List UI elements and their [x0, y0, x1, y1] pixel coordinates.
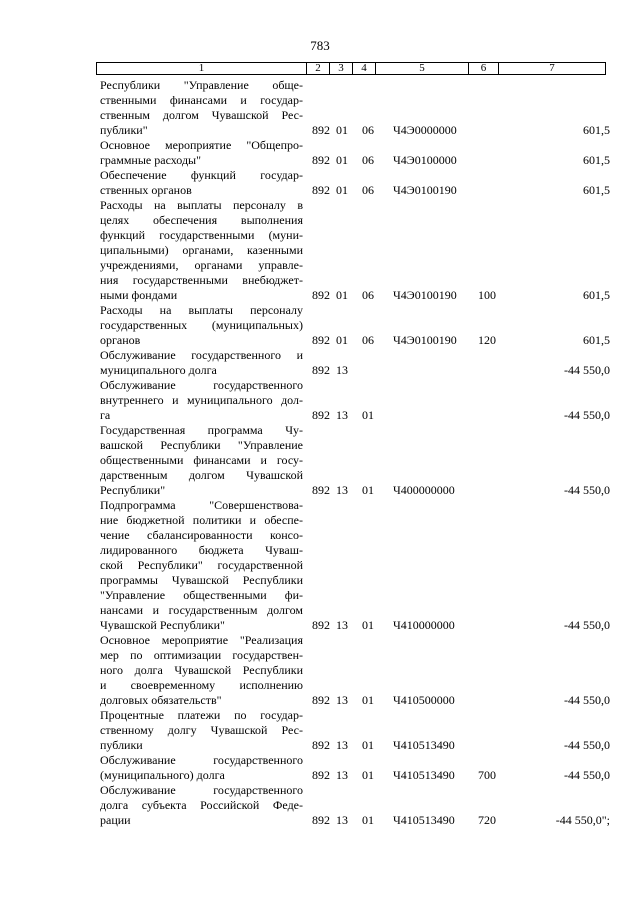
row-name-line: и своевременному исполнению: [100, 678, 303, 692]
col-sum: -44 550,0: [564, 363, 610, 377]
col-vr: 100: [478, 288, 496, 302]
row-name-line: внутреннего и муниципального дол-: [100, 393, 303, 407]
row-name-line: граммные расходы": [100, 153, 202, 167]
col-pr: 06: [362, 288, 374, 302]
col-sum: -44 550,0: [564, 693, 610, 707]
header-col-2: 2: [307, 63, 330, 74]
row-name-line: Обслуживание государственного: [100, 753, 303, 767]
col-csr: Ч410513490: [393, 738, 455, 752]
row-name-line: вашской Республики "Управление: [100, 438, 303, 452]
col-pr: 01: [362, 693, 374, 707]
row-name: [100, 198, 303, 303]
row-name-line: долга субъекта Российской Феде-: [100, 798, 303, 812]
col-grbs: 892: [312, 693, 330, 707]
col-csr: Ч410513490: [393, 813, 455, 827]
col-csr: Ч410000000: [393, 618, 455, 632]
row-name: [100, 78, 303, 138]
col-sum: -44 550,0: [564, 483, 610, 497]
row-name-line: долговых обязательств": [100, 693, 222, 707]
row-name-line: ской Республики" государственной: [100, 558, 303, 572]
col-pr: 06: [362, 153, 374, 167]
col-grbs: 892: [312, 288, 330, 302]
row-name: [100, 498, 303, 633]
row-name-line: общественными финансами и госу-: [100, 453, 303, 467]
page-number: 783: [310, 38, 330, 53]
table-row: [0, 378, 640, 423]
col-grbs: 892: [312, 123, 330, 137]
col-grbs: 892: [312, 363, 330, 377]
col-rz: 13: [336, 813, 348, 827]
header-col-1: 1: [97, 63, 307, 74]
col-rz: 13: [336, 738, 348, 752]
row-name-line: га: [100, 408, 111, 422]
col-rz: 13: [336, 408, 348, 422]
row-name-line: ние бюджетной политики и обеспе-: [100, 513, 303, 527]
col-sum: 601,5: [583, 333, 610, 347]
row-name-line: публики": [100, 123, 148, 137]
row-name: [100, 708, 303, 753]
table-header: [96, 62, 606, 75]
row-name-line: мер по оптимизации государствен-: [100, 648, 303, 662]
table-row: [0, 633, 640, 708]
col-rz: 13: [336, 768, 348, 782]
col-csr: Ч4Э0100190: [393, 183, 457, 197]
row-name: [100, 378, 303, 423]
col-sum: -44 550,0: [564, 618, 610, 632]
table-row: [0, 753, 640, 783]
col-rz: 13: [336, 483, 348, 497]
col-rz: 01: [336, 333, 348, 347]
row-name-line: Основное мероприятие "Реализация: [100, 633, 303, 647]
col-pr: 06: [362, 333, 374, 347]
table-row: [0, 783, 640, 828]
row-name-line: ципальными) органами, казенными: [100, 243, 303, 257]
header-col-6: 6: [469, 63, 499, 74]
row-name: [100, 783, 303, 828]
col-grbs: 892: [312, 768, 330, 782]
col-csr: Ч410513490: [393, 768, 455, 782]
row-name-line: Подпрограмма "Совершенствова-: [100, 498, 303, 512]
row-name-line: ными фондами: [100, 288, 178, 302]
row-name-line: Республики": [100, 483, 166, 497]
row-name: [100, 633, 303, 708]
col-grbs: 892: [312, 408, 330, 422]
row-name-line: программы Чувашской Республики: [100, 573, 303, 587]
col-pr: 01: [362, 618, 374, 632]
row-name-line: Государственная программа Чу-: [100, 423, 303, 437]
row-name-line: Процентные платежи по государ-: [100, 708, 303, 722]
row-name: [100, 303, 303, 348]
col-sum: -44 550,0";: [555, 813, 610, 827]
col-sum: 601,5: [583, 183, 610, 197]
table-row: [0, 78, 640, 138]
row-name-line: целях обеспечения выполнения: [100, 213, 303, 227]
col-csr: Ч4Э0000000: [393, 123, 457, 137]
col-sum: 601,5: [583, 153, 610, 167]
row-name-line: ственными финансами и государ-: [100, 93, 303, 107]
col-rz: 01: [336, 183, 348, 197]
col-rz: 13: [336, 618, 348, 632]
table-row: [0, 198, 640, 303]
row-name-line: ния государственными внебюджет-: [100, 273, 303, 287]
col-grbs: 892: [312, 153, 330, 167]
row-name-line: ственным долгом Чувашской Рес-: [100, 108, 303, 122]
row-name-line: государственных (муниципальных): [100, 318, 303, 332]
col-sum: -44 550,0: [564, 408, 610, 422]
table-row: [0, 498, 640, 633]
col-grbs: 892: [312, 183, 330, 197]
row-name-line: лидированного бюджета Чуваш-: [100, 543, 303, 557]
row-name: [100, 168, 303, 198]
col-vr: 700: [478, 768, 496, 782]
header-col-7: 7: [549, 62, 555, 74]
row-name-line: нансами и государственным долгом: [100, 603, 303, 617]
row-name-line: Обеспечение функций государ-: [100, 168, 303, 182]
col-pr: 01: [362, 813, 374, 827]
col-sum: -44 550,0: [564, 738, 610, 752]
row-name-line: ственных органов: [100, 183, 192, 197]
table-row: [0, 138, 640, 168]
row-name: [100, 138, 303, 168]
col-grbs: 892: [312, 738, 330, 752]
row-name-line: Обслуживание государственного и: [100, 348, 303, 362]
col-grbs: 892: [312, 618, 330, 632]
col-vr: 120: [478, 333, 496, 347]
col-grbs: 892: [312, 333, 330, 347]
col-csr: Ч4Э0100190: [393, 288, 457, 302]
col-vr: 720: [478, 813, 496, 827]
col-rz: 01: [336, 123, 348, 137]
header-col-3: 3: [330, 63, 353, 74]
row-name-line: Республики "Управление обще-: [100, 78, 303, 92]
row-name-line: муниципального долга: [100, 363, 217, 377]
row-name: [100, 423, 303, 498]
row-name-line: ного долга Чувашской Республики: [100, 663, 303, 677]
col-pr: 06: [362, 183, 374, 197]
row-name: [100, 753, 303, 783]
row-name-line: "Управление общественными фи-: [100, 588, 303, 602]
col-pr: 01: [362, 768, 374, 782]
col-pr: 01: [362, 738, 374, 752]
col-csr: Ч410500000: [393, 693, 455, 707]
row-name-line: чение сбалансированности консо-: [100, 528, 303, 542]
row-name-line: учреждениями, органами управле-: [100, 258, 303, 272]
col-rz: 13: [336, 693, 348, 707]
table-row: [0, 708, 640, 753]
row-name-line: Расходы на выплаты персоналу в: [100, 198, 303, 212]
col-csr: Ч4Э0100000: [393, 153, 457, 167]
header-col-5: 5: [376, 63, 469, 74]
row-name-line: Чувашской Республики": [100, 618, 225, 632]
col-pr: 06: [362, 123, 374, 137]
table-row: [0, 348, 640, 378]
row-name-line: Расходы на выплаты персоналу: [100, 303, 303, 317]
col-rz: 13: [336, 363, 348, 377]
row-name-line: органов: [100, 333, 141, 347]
row-name-line: (муниципального) долга: [100, 768, 225, 782]
col-grbs: 892: [312, 483, 330, 497]
table-row: [0, 168, 640, 198]
row-name-line: Обслуживание государственного: [100, 783, 303, 797]
row-name-line: рации: [100, 813, 131, 827]
header-col-4: 4: [353, 63, 376, 74]
row-name-line: дарственным долгом Чувашской: [100, 468, 303, 482]
row-name-line: функций государственными (муни-: [100, 228, 303, 242]
row-name-line: Обслуживание государственного: [100, 378, 303, 392]
col-rz: 01: [336, 153, 348, 167]
table-row: [0, 303, 640, 348]
col-rz: 01: [336, 288, 348, 302]
row-name: [100, 348, 303, 378]
col-sum: 601,5: [583, 123, 610, 137]
row-name-line: ственному долгу Чувашской Рес-: [100, 723, 303, 737]
row-name-line: публики: [100, 738, 143, 752]
row-name-line: Основное мероприятие "Общепро-: [100, 138, 303, 152]
col-grbs: 892: [312, 813, 330, 827]
col-sum: -44 550,0: [564, 768, 610, 782]
col-csr: Ч4Э0100190: [393, 333, 457, 347]
table-row: [0, 423, 640, 498]
col-pr: 01: [362, 483, 374, 497]
col-sum: 601,5: [583, 288, 610, 302]
col-csr: Ч400000000: [393, 483, 455, 497]
col-pr: 01: [362, 408, 374, 422]
